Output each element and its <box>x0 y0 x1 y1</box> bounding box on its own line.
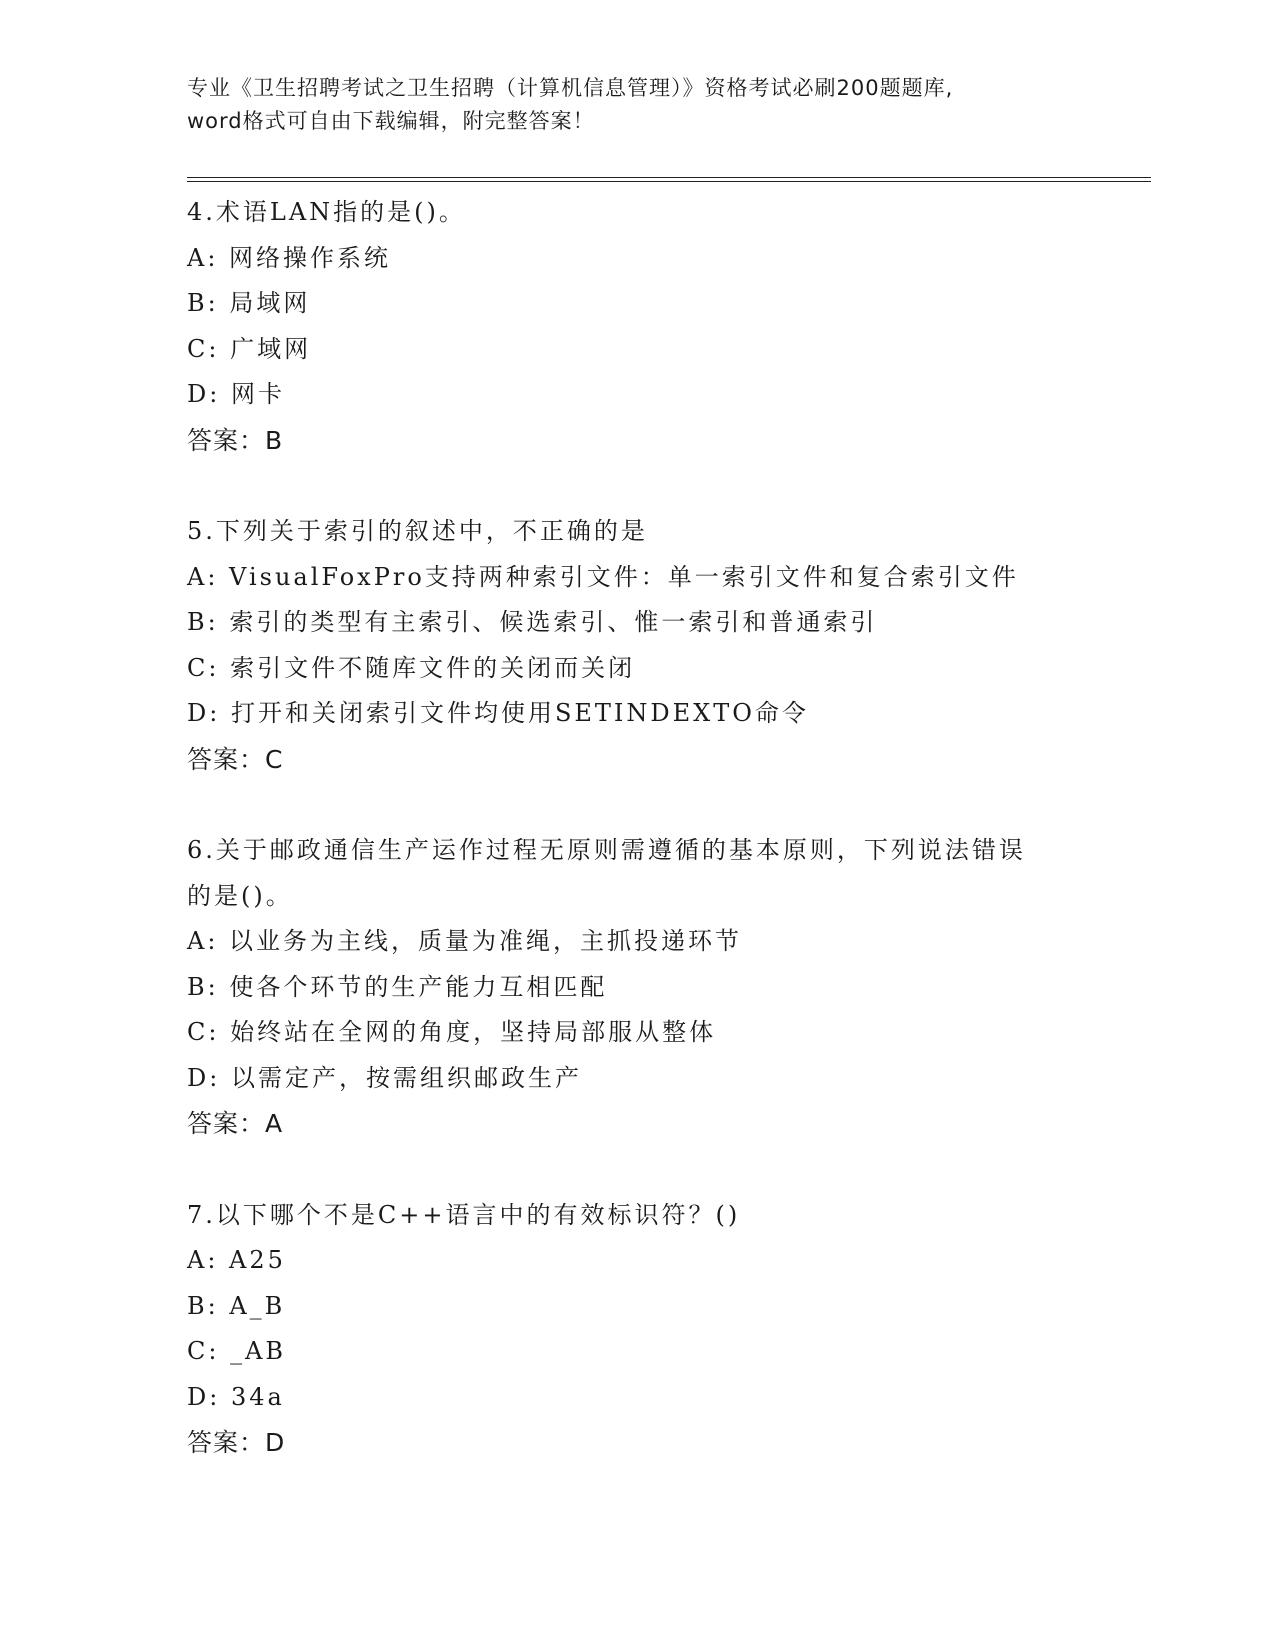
option-b: B: 索引的类型有主索引、候选索引、惟一索引和普通索引 <box>187 608 878 636</box>
header-line-1: 专业《卫生招聘考试之卫生招聘（计算机信息管理）》资格考试必刷200题题库, <box>187 76 954 100</box>
question-5 <box>187 509 1147 782</box>
question-stem: 6.关于邮政通信生产运作过程无原则需遵循的基本原则，下列说法错误的是()。 <box>187 836 1026 910</box>
option-d: D: 以需定产，按需组织邮政生产 <box>187 1063 582 1092</box>
answer-line: 答案：C <box>187 744 284 774</box>
option-a: A: VisualFoxPro支持两种索引文件：单一索引文件和复合索引文件 <box>187 562 1019 591</box>
option-d: D: 34a <box>187 1382 285 1411</box>
answer-line: 答案：D <box>187 1428 286 1457</box>
option-c: C: 广域网 <box>187 334 312 363</box>
question-stem: 4.术语LAN指的是()。 <box>187 198 466 226</box>
answer-line: 答案：B <box>187 425 284 455</box>
option-c: C: 索引文件不随库文件的关闭而关闭 <box>187 653 636 682</box>
document-header <box>187 72 1087 138</box>
option-a: A: A25 <box>187 1246 286 1274</box>
header-divider-bottom <box>187 181 1151 182</box>
option-b: B: A_B <box>187 1291 286 1320</box>
option-a: A: 网络操作系统 <box>187 243 392 272</box>
answer-line: 答案：A <box>187 1109 284 1138</box>
option-c: C: 始终站在全网的角度，坚持局部服从整体 <box>187 1018 717 1046</box>
question-6 <box>187 828 1147 1147</box>
option-c: C: _AB <box>187 1337 287 1365</box>
option-d: D: 打开和关闭索引文件均使用SETINDEXTO命令 <box>187 699 809 727</box>
header-line-2: word格式可自由下载编辑，附完整答案！ <box>187 109 595 133</box>
option-d: D: 网卡 <box>187 380 285 408</box>
question-list <box>187 190 1147 1512</box>
option-a: A: 以业务为主线，质量为准绳，主抓投递环节 <box>187 927 743 955</box>
option-b: B: 局域网 <box>187 289 311 317</box>
question-stem: 5.下列关于索引的叙述中，不正确的是 <box>187 517 648 545</box>
question-7 <box>187 1193 1147 1466</box>
header-divider-top <box>187 177 1151 178</box>
option-b: B: 使各个环节的生产能力互相匹配 <box>187 972 608 1001</box>
question-4 <box>187 190 1147 463</box>
question-stem: 7.以下哪个不是C++语言中的有效标识符？() <box>187 1200 741 1229</box>
